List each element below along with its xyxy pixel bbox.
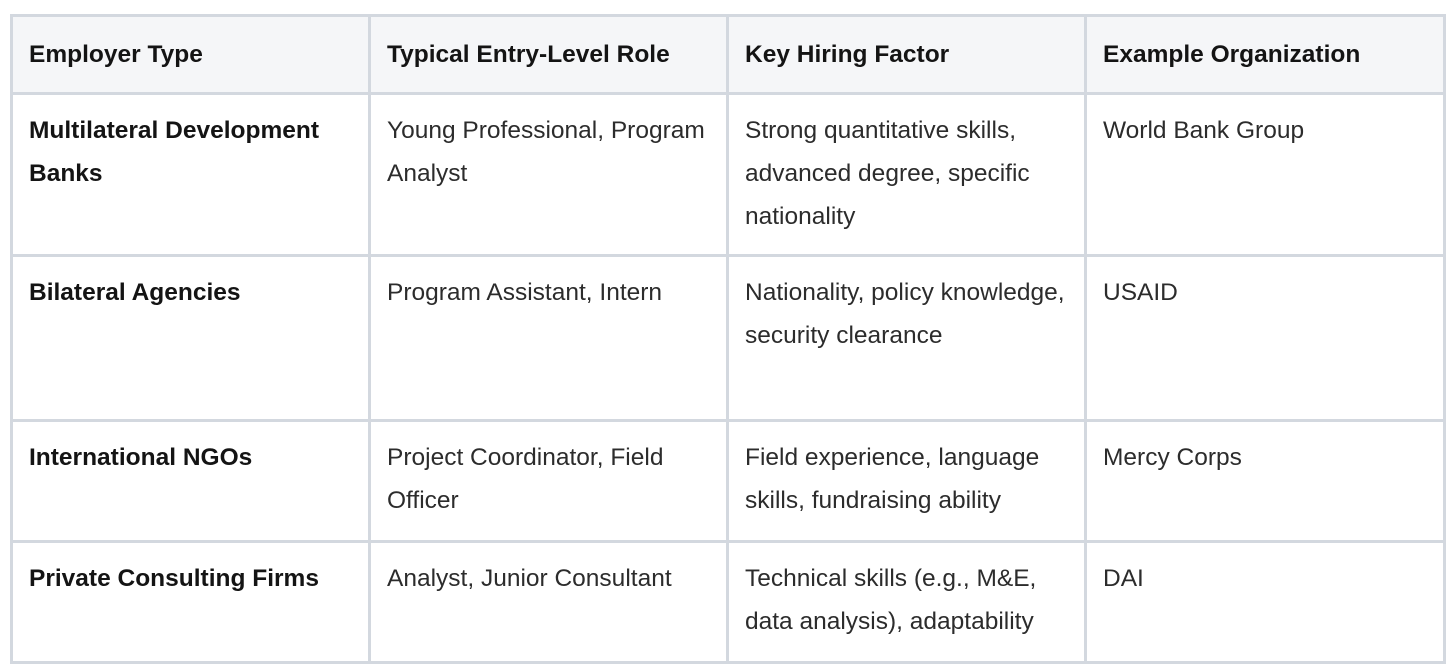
table-row xyxy=(12,94,1445,256)
cell-example-organization: DAI xyxy=(1086,542,1445,663)
employer-comparison-table-container xyxy=(10,14,1443,664)
cell-employer-type: International NGOs xyxy=(12,421,370,542)
cell-entry-level-role: Analyst, Junior Consultant xyxy=(370,542,728,663)
table-header-row xyxy=(12,16,1445,94)
cell-entry-level-role: Young Professional, Program Analyst xyxy=(370,94,728,256)
cell-employer-type: Multilateral Development Banks xyxy=(12,94,370,256)
cell-example-organization: Mercy Corps xyxy=(1086,421,1445,542)
table-row xyxy=(12,256,1445,421)
table-header xyxy=(12,16,1445,94)
header-entry-level-role: Typical Entry-Level Role xyxy=(370,16,728,94)
cell-employer-type: Private Consulting Firms xyxy=(12,542,370,663)
header-employer-type: Employer Type xyxy=(12,16,370,94)
cell-example-organization: USAID xyxy=(1086,256,1445,421)
cell-key-hiring-factor: Nationality, policy knowledge, security clearance xyxy=(728,256,1086,421)
employer-comparison-table xyxy=(10,14,1446,664)
table-body xyxy=(12,94,1445,663)
table-row xyxy=(12,542,1445,663)
cell-key-hiring-factor: Strong quantitative skills, advanced degree, specific nationality xyxy=(728,94,1086,256)
cell-key-hiring-factor: Technical skills (e.g., M&E, data analysis), adaptability xyxy=(728,542,1086,663)
cell-entry-level-role: Project Coordinator, Field Officer xyxy=(370,421,728,542)
cell-employer-type: Bilateral Agencies xyxy=(12,256,370,421)
header-key-hiring-factor: Key Hiring Factor xyxy=(728,16,1086,94)
table-row xyxy=(12,421,1445,542)
cell-example-organization: World Bank Group xyxy=(1086,94,1445,256)
header-example-organization: Example Organization xyxy=(1086,16,1445,94)
cell-entry-level-role: Program Assistant, Intern xyxy=(370,256,728,421)
cell-key-hiring-factor: Field experience, language skills, fundraising ability xyxy=(728,421,1086,542)
